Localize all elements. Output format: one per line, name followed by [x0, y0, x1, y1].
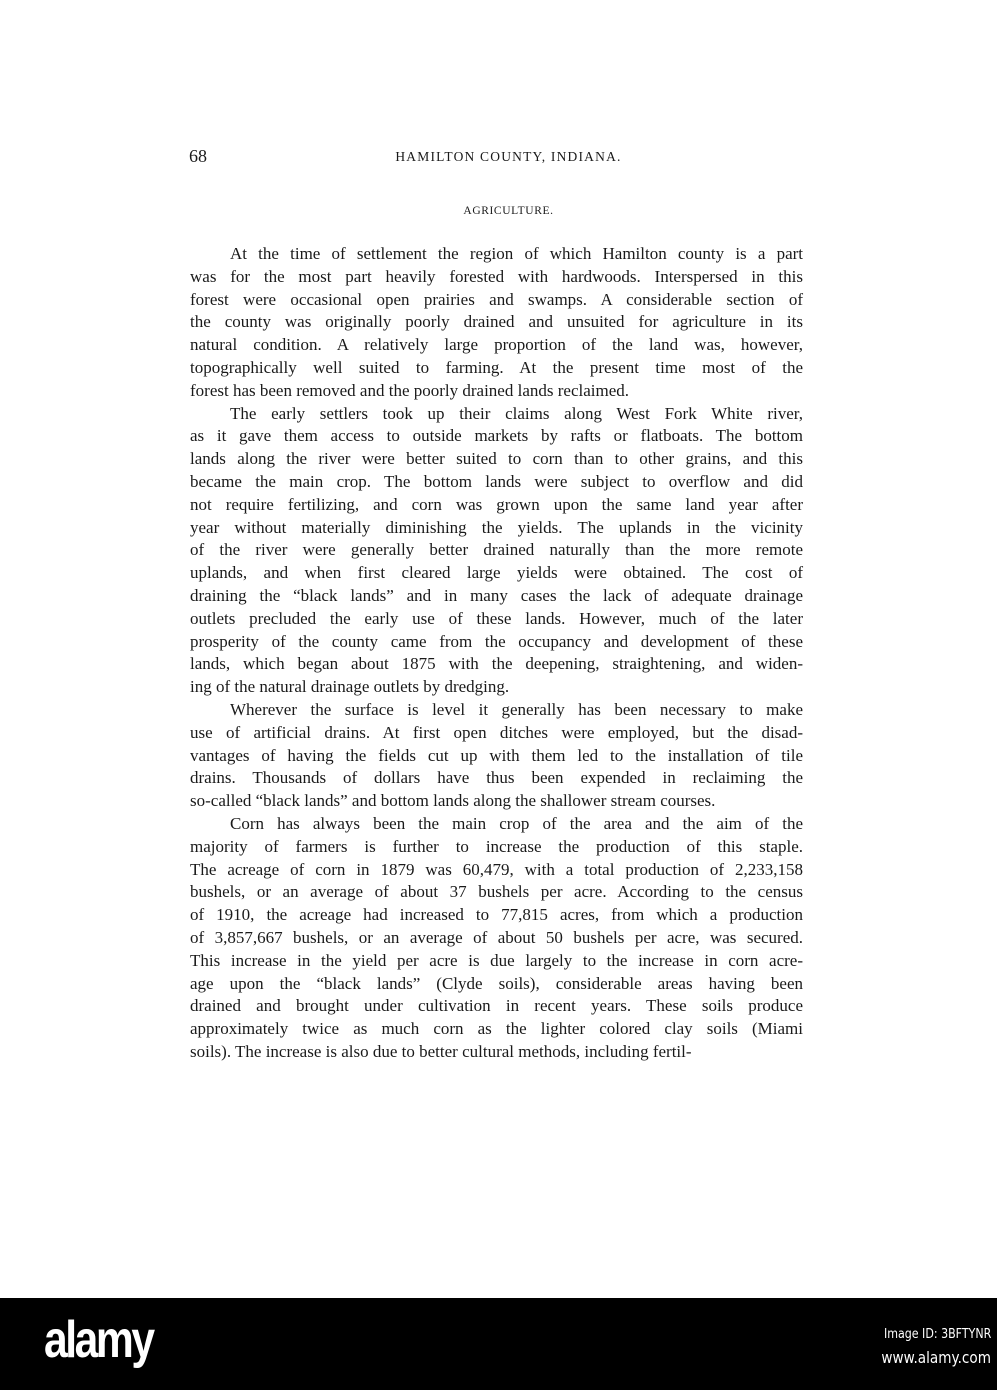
image-id: Image ID: 3BFTYNR [883, 1327, 991, 1342]
site-url: www.alamy.com [881, 1348, 991, 1367]
text-line: drained and brought under cultivation in recent years. These soils produce [190, 996, 803, 1016]
text-line: drains. Thousands of dollars have thus been expended in reclaiming the [190, 768, 803, 788]
text-line: The acreage of corn in 1879 was 60,479, with a total production of 2,233,158 [190, 859, 803, 879]
text-line: vantages of having the fields cut up with them led to the installation of tile [190, 745, 803, 765]
text-line: use of artificial drains. At first open ditches were employed, but the disad- [190, 722, 803, 742]
text-line: as it gave them access to outside markets by rafts or flatboats. The bottom [190, 426, 803, 446]
text-line: Wherever the surface is level it generally has been necessary to make [230, 699, 803, 719]
text-line: Corn has always been the main crop of the area and the aim of the [230, 813, 803, 833]
paragraph [190, 813, 803, 1064]
text-line: soils). The increase is also due to better cultural methods, including fertil- [190, 1041, 692, 1061]
text-line: draining the “black lands” and in many cases the lack of adequate drainage [190, 585, 803, 605]
text-line: uplands, and when first cleared large yields were obtained. The cost of [190, 563, 803, 583]
alamy-logo: alamy [44, 1311, 153, 1369]
text-line: year without materially diminishing the yields. The uplands in the vicinity [190, 517, 803, 537]
text-line: forest were occasional open prairies and swamps. A considerable section of [190, 289, 803, 309]
page-number: 68 [189, 146, 207, 166]
text-line: natural condition. A relatively large proportion of the land was, however, [190, 335, 803, 355]
text-line: became the main crop. The bottom lands were subject to overflow and did [190, 471, 803, 491]
text-line: outlets precluded the early use of these lands. However, much of the later [190, 608, 803, 628]
text-line: of 1910, the acreage had increased to 77,815 acres, from which a production [190, 905, 803, 925]
text-line: lands along the river were better suited to corn than to other grains, and this [190, 449, 803, 469]
text-line: lands, which began about 1875 with the deepening, straightening, and widen- [190, 654, 803, 674]
paragraph [190, 403, 803, 699]
text-line: age upon the “black lands” (Clyde soils), considerable areas having been [190, 973, 803, 993]
text-line: so-called “black lands” and bottom lands along the shallower stream courses. [190, 791, 716, 811]
text-line: topographically well suited to farming. At the present time most of the [190, 357, 803, 377]
text-line: was for the most part heavily forested with hardwoods. Interspersed in this [190, 266, 803, 286]
text-line: not require fertilizing, and corn was grown upon the same land year after [190, 494, 803, 514]
text-line: ing of the natural drainage outlets by dredging. [190, 677, 510, 697]
text-line: of the river were generally better drained naturally than the more remote [190, 540, 803, 560]
text-line: The early settlers took up their claims along West Fork White river, [230, 403, 803, 423]
text-line: forest has been removed and the poorly drained lands reclaimed. [190, 380, 630, 400]
paragraph [190, 243, 803, 403]
text-line: This increase in the yield per acre is due largely to the increase in corn acre- [190, 950, 803, 970]
text-line: of 3,857,667 bushels, or an average of about 50 bushels per acre, was secured. [190, 927, 803, 947]
text-line: prosperity of the county came from the occupancy and development of these [190, 631, 803, 651]
text-line: the county was originally poorly drained and unsuited for agriculture in its [190, 312, 803, 332]
text-line: At the time of settlement the region of which Hamilton county is a part [230, 244, 803, 263]
section-title: AGRICULTURE. [463, 205, 554, 217]
text-line: majority of farmers is further to increase the production of this staple. [190, 836, 803, 856]
watermark-bar [0, 1298, 997, 1390]
text-line: bushels, or an average of about 37 bushels per acre. According to the census [190, 882, 803, 902]
body-text [190, 243, 803, 1064]
paragraph [190, 699, 803, 813]
text-line: approximately twice as much corn as the lighter colored clay soils (Miami [190, 1019, 803, 1039]
running-title: HAMILTON COUNTY, INDIANA. [395, 149, 622, 164]
